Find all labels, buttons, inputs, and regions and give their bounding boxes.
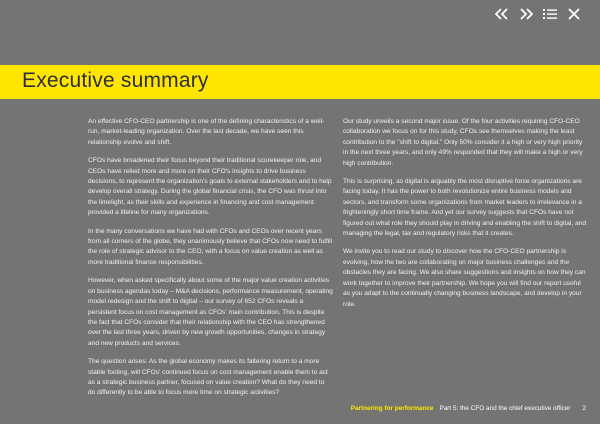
- right-column: [343, 117, 588, 407]
- title-band: [0, 65, 600, 99]
- body-columns: [88, 117, 588, 407]
- paragraph: This is surprising, as digital is arguably the most disruptive force organizations are facing today. It has the power to both revolutionize entire business models and sectors, and transform some organizations from market leaders to irrelevance in a frighteningly short time frame. And yet our survey suggests that CFOs have not figured out what role they should play in driving and enabling the shift to digital, and managing the legal, tax and regulatory risks that it creates.: [343, 178, 587, 238]
- paragraph: The question arises: As the global economy makes its faltering return to a more stable footing, will CFOs' continued focus on cost management enable them to act as a strategic business partner, focused on value creation? What do they need to do differently to be able to focus more time on strategic activities?: [88, 358, 328, 397]
- footer-part: Part 5: the CFO and the chief executive officer: [439, 405, 571, 412]
- next-section-button[interactable]: [518, 6, 534, 22]
- paragraph: CFOs have broadened their focus beyond their traditional scorekeeper role, and CEOs have relied more and more on their CFO's insights to drive business decisions, to represent the organization's goals to external stakeholders and to help develop overall strategy. During the global financial crisis, the CFO was thrust into the limelight, as their skills and experience in financing and cost management provided a lifeline for many organizations.: [88, 157, 332, 217]
- paragraph: We invite you to read our study to discover how the CFO-CEO partnership is evolving, how the two are collaborating on major business challenges and the obstacles they are facing. We also share suggestions and insights on how they can work together to improve their partnership. We hope you will find our report useful as you adapt to the continually changing business landscape, and develop in your role.: [343, 248, 586, 308]
- close-icon: [568, 8, 580, 20]
- page-title: Executive summary: [22, 69, 209, 92]
- navigation-toolbar: [494, 6, 582, 22]
- next-section-icon: [519, 8, 533, 20]
- left-column: [88, 117, 333, 407]
- contents-list-icon: [543, 8, 557, 20]
- previous-section-icon: [495, 8, 509, 20]
- previous-section-button[interactable]: [494, 6, 510, 22]
- paragraph: However, when asked specifically about some of the major value creation activities on business agendas today – M&A decisions, performance measurement, operating model redesign and the shift to digital – our survey of 652 CFOs reveals a persistent focus on cost management as CFOs' main contribution. This is despite the fact that CFOs consider that their relationship with the CEO has strengthened over the last three years, driven by new growth opportunities, changes in strategy and new products and services.: [88, 277, 333, 347]
- footer-series: Partnering for performance: [350, 405, 434, 412]
- contents-button[interactable]: [542, 6, 558, 22]
- paragraph: Our study unveils a second major issue. Of the four activities requiring CFO-CEO collaboration we focus on for this study, CFOs see themselves making the least contribution to the "shift to digital." Only 50% consider it a high or very high priority in the next three years, and only 49% responded that they will make a high or very high contribution.: [343, 118, 583, 167]
- close-button[interactable]: [566, 6, 582, 22]
- page-number: 2: [582, 405, 586, 412]
- paragraph: In the many conversations we have had with CFOs and CEOs over recent years from all corners of the globe, they unanimously believe that CFOs now need to fulfill the role of strategic advisor to the CEO, with a focus on value creation as well as more traditional finance responsibilities.: [88, 227, 333, 266]
- paragraph: An effective CFO-CEO partnership is one of the defining characteristics of a well-run, market-leading organization. Over the last decade, we have seen this relationship evolve and shift.: [88, 118, 325, 146]
- page-footer: [351, 405, 586, 412]
